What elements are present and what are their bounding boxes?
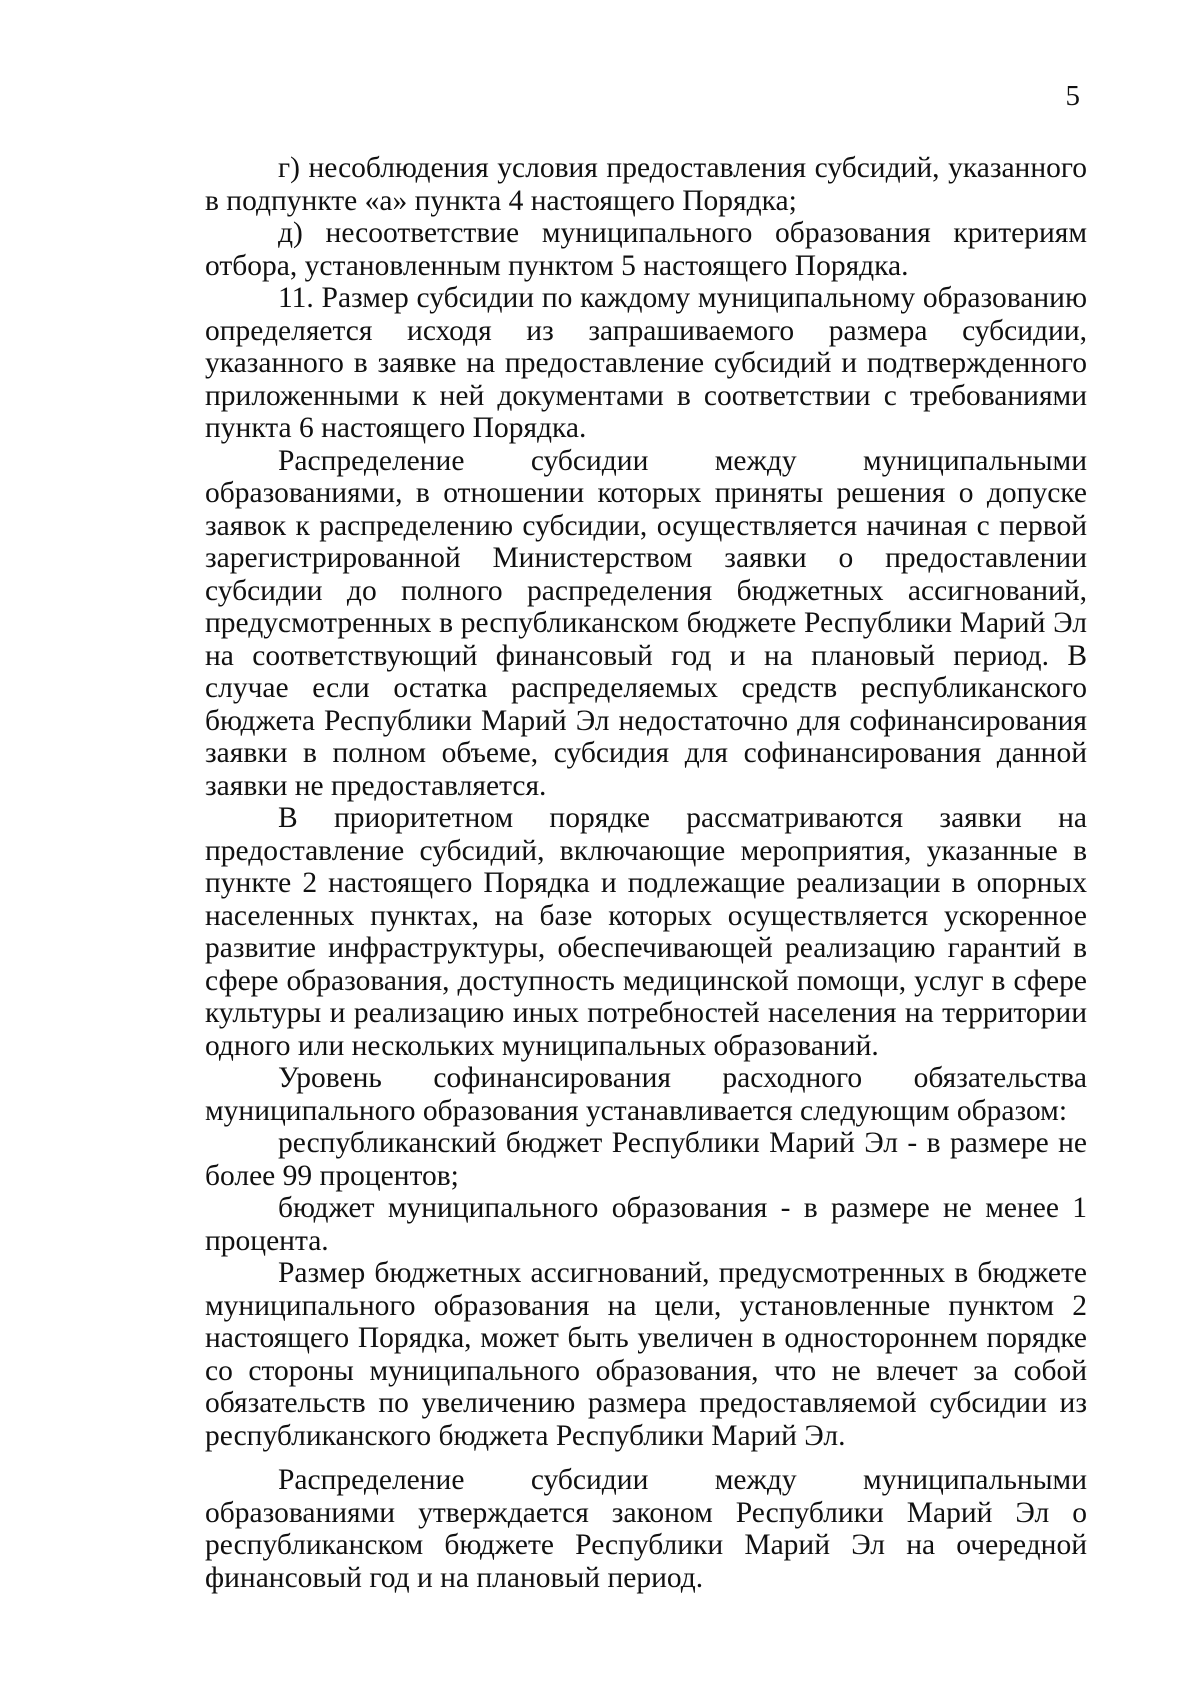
paragraph-republican-budget-share: республиканский бюджет Республики Марий Эл - в размере не более 99 процентов;: [205, 1127, 1087, 1192]
paragraph-budget-allocation-increase: Размер бюджетных ассигнований, предусмотренных в бюджете муниципального образования на цели, установленные пунктом 2 настоящего Порядка, может быть увеличен в одностороннем порядке со стороны муниципального образования, что не влечет за собой обязательств по увеличению размера предоставляемой субсидии из республиканского бюджета Республики Марий Эл.: [205, 1257, 1087, 1452]
paragraph-cofinancing-level: Уровень софинансирования расходного обязательства муниципального образования устанавливается следующим образом:: [205, 1062, 1087, 1127]
paragraph-distribution-order: Распределение субсидии между муниципальными образованиями, в отношении которых приняты решения о допуске заявок к распределению субсидии, осуществляется начиная с первой зарегистрированной Министерством заявки о предоставлении субсидии до полного распределения бюджетных ассигнований, предусмотренных в республиканском бюджете Республики Марий Эл на соответствующий финансовый год и на плановый период. В случае если остатка распределяемых средств республиканского бюджета Республики Марий Эл недостаточно для софинансирования заявки в полном объеме, субсидия для софинансирования данной заявки не предоставляется.: [205, 444, 1087, 802]
document-body: [205, 152, 1087, 1594]
paragraph-priority-order: В приоритетном порядке рассматриваются заявки на предоставление субсидий, включающие мероприятия, указанные в пункте 2 настоящего Порядка и подлежащие реализации в опорных населенных пунктах, на базе которых осуществляется ускоренное развитие инфраструктуры, обеспечивающей реализацию гарантий в сфере образования, доступность медицинской помощи, услуг в сфере культуры и реализацию иных потребностей населения на территории одного или нескольких муниципальных образований.: [205, 802, 1087, 1062]
paragraph-item-11: 11. Размер субсидии по каждому муниципальному образованию определяется исходя из запрашиваемого размера субсидии, указанного в заявке на предоставление субсидий и подтвержденного приложенными к ней документами в соответствии с требованиями пункта 6 настоящего Порядка.: [205, 282, 1087, 444]
paragraph-subitem-d: д) несоответствие муниципального образования критериям отбора, установленным пунктом 5 настоящего Порядка.: [205, 217, 1087, 282]
paragraph-distribution-approval: Распределение субсидии между муниципальными образованиями утверждается законом Республики Марий Эл о республиканском бюджете Республики Марий Эл на очередной финансовый год и на плановый период.: [205, 1464, 1087, 1594]
page-number: 5: [1065, 80, 1080, 112]
paragraph-subitem-g: г) несоблюдения условия предоставления субсидий, указанного в подпункте «а» пункта 4 настоящего Порядка;: [205, 152, 1087, 217]
paragraph-municipal-budget-share: бюджет муниципального образования - в размере не менее 1 процента.: [205, 1192, 1087, 1257]
